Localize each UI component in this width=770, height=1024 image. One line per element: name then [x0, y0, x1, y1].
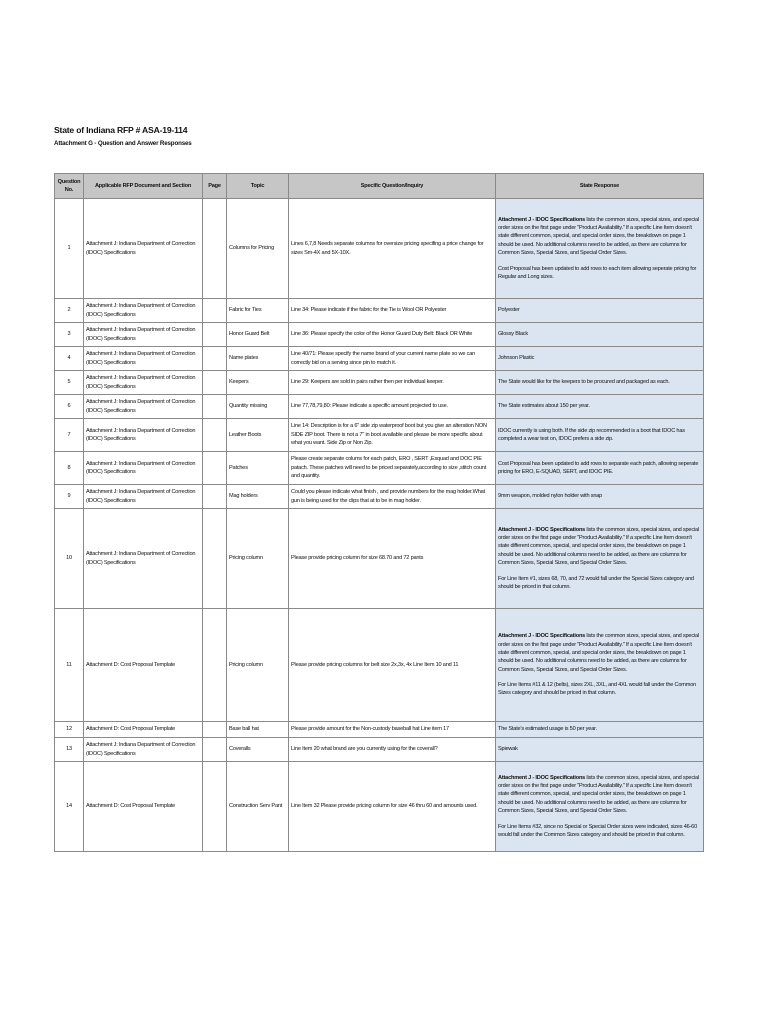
topic-cell: Pricing column: [227, 509, 289, 609]
topic-cell: Keepers: [227, 371, 289, 395]
response-text: Johnson Plastic: [498, 355, 535, 362]
page-cell: [203, 762, 227, 852]
question-number-cell: 5: [55, 371, 84, 395]
response-text: Polyester: [498, 307, 520, 314]
question-number-cell: 14: [55, 762, 84, 852]
table-row: [55, 199, 704, 299]
state-response-cell: [496, 722, 704, 738]
topic-cell: Columns for Pricing: [227, 199, 289, 299]
topic-cell: Name plates: [227, 347, 289, 371]
document-subtitle: Attachment G - Question and Answer Responses: [54, 140, 192, 147]
rfp-section-cell: Attachment D: Cost Proposal Template: [84, 722, 203, 738]
rfp-section-cell: Attachment J: Indiana Department of Correction (IDOC) Specifications: [84, 323, 203, 347]
topic-cell: Pricing column: [227, 609, 289, 722]
state-response-cell: [496, 419, 704, 452]
topic-cell: Honor Guard Belt: [227, 323, 289, 347]
state-response-cell: [496, 509, 704, 609]
header-question-no: Question No.: [55, 174, 84, 199]
state-response-cell: [496, 452, 704, 485]
response-text: The State's estimated usage is 50 per year.: [498, 726, 597, 733]
page-cell: [203, 509, 227, 609]
question-number-cell: 7: [55, 419, 84, 452]
topic-cell: Base ball hat: [227, 722, 289, 738]
question-number-cell: 13: [55, 738, 84, 762]
page-cell: [203, 395, 227, 419]
page-cell: [203, 199, 227, 299]
response-reference: Attachment J - IDOC Specifications: [498, 526, 586, 533]
topic-cell: Coveralls: [227, 738, 289, 762]
topic-cell: Construction Serv Pant: [227, 762, 289, 852]
rfp-section-cell: Attachment D: Cost Proposal Template: [84, 609, 203, 722]
rfp-section-cell: Attachment J: Indiana Department of Correction (IDOC) Specifications: [84, 452, 203, 485]
rfp-section-cell: Attachment J: Indiana Department of Correction (IDOC) Specifications: [84, 738, 203, 762]
topic-cell: Leather Boots: [227, 419, 289, 452]
rfp-section-cell: Attachment J: Indiana Department of Correction (IDOC) Specifications: [84, 371, 203, 395]
table-row: [55, 395, 704, 419]
table-row: [55, 738, 704, 762]
response-text: lists the common sizes, special sizes, and special order sizes on the first page under "Product Availability." If a specific Line Item doesn't state different common, special, and special order sizes, the breakdown on page 1 should be used. No additional columns need to be added, as there are columns for Common Sizes, Special Sizes, and Special Order Sizes.: [498, 774, 699, 815]
state-response-cell: [496, 371, 704, 395]
page-cell: [203, 485, 227, 509]
rfp-section-cell: Attachment J: Indiana Department of Correction (IDOC) Specifications: [84, 299, 203, 323]
response-note: For Line Items #11 & 12 (belts), sizes 2XL, 3XL, and 4XL would fall under the Common Sizes category and should be priced in that column.: [498, 682, 697, 697]
topic-cell: Patches: [227, 452, 289, 485]
response-reference: Attachment J - IDOC Specifications: [498, 216, 586, 223]
header-page: Page: [203, 174, 227, 199]
question-cell: Line Item 20 what brand are you currently using for the coverall?: [289, 738, 496, 762]
topic-cell: Fabric for Ties: [227, 299, 289, 323]
page-cell: [203, 609, 227, 722]
table-header-row: [55, 174, 704, 199]
topic-cell: Mag holders: [227, 485, 289, 509]
response-text: 9mm weapon, molded nylon holder with snap: [498, 493, 603, 500]
table-row: [55, 609, 704, 722]
question-cell: Line Item 32 Please provide pricing column for size 46 thru 60 and amounts used.: [289, 762, 496, 852]
response-text: lists the common sizes, special sizes, and special order sizes on the first page under "Product Availability." If a specific Line Item doesn't state different common, special, and special order sizes, the breakdown on page 1 should be used. No additional columns need to be added, as there are columns for Common Sizes, Special Sizes, and Special Order Sizes.: [498, 526, 699, 567]
question-cell: Line 77,78,79,80: Please indicate a specific amount projected to use.: [289, 395, 496, 419]
question-cell: Please provide pricing columns for belt size 2x,3x, 4x Line Item 10 and 11: [289, 609, 496, 722]
response-text: lists the common sizes, special sizes, and special order sizes on the first page under "Product Availability." If a specific Line Item doesn't state different common, special, and special order sizes, the breakdown on page 1 should be used. No additional columns need to be added, as there are columns for Common Sizes, Special Sizes, and Special Order Sizes.: [498, 216, 699, 257]
state-response-cell: [496, 395, 704, 419]
question-number-cell: 2: [55, 299, 84, 323]
question-cell: Please create separate colums for each patch, ERO , SERT ,Esquad and DOC PIE patach. These patches will need to be priced separately,according to size ,stitch count and quantity.: [289, 452, 496, 485]
table-row: [55, 371, 704, 395]
question-cell: Line 36: Please specify the color of the Honor Guard Duty Belt: Black OR White: [289, 323, 496, 347]
response-reference: Attachment J - IDOC Specifications: [498, 633, 586, 640]
question-cell: Please provide pricing column for size 68.70 and 72 pants: [289, 509, 496, 609]
rfp-section-cell: Attachment J: Indiana Department of Correction (IDOC) Specifications: [84, 419, 203, 452]
response-text: Spiewak: [498, 746, 518, 753]
state-response-cell: [496, 609, 704, 722]
header-topic: Topic: [227, 174, 289, 199]
question-cell: Lines 6,7,8 Needs separate columns for oversize pricing specifing a price change for sizes Sm-4X and 5X-10X.: [289, 199, 496, 299]
question-cell: Could you please indicate what finish , and provide numbers for the mag holder.What gun is being used for the clips that at to be in mag holder.: [289, 485, 496, 509]
question-number-cell: 3: [55, 323, 84, 347]
question-cell: Line 29: Keepers are sold in pairs rather then per individual keeper.: [289, 371, 496, 395]
page-cell: [203, 738, 227, 762]
question-number-cell: 9: [55, 485, 84, 509]
rfp-section-cell: Attachment D: Cost Proposal Template: [84, 762, 203, 852]
table-row: [55, 347, 704, 371]
table-row: [55, 722, 704, 738]
header-rfp-section: Applicable RFP Document and Section: [84, 174, 203, 199]
table-row: [55, 452, 704, 485]
rfp-section-cell: Attachment J: Indiana Department of Correction (IDOC) Specifications: [84, 395, 203, 419]
header-question: Specific Question/Inquiry: [289, 174, 496, 199]
response-text: The State estimates about 150 per year.: [498, 403, 590, 410]
table-row: [55, 509, 704, 609]
response-note: For Line Item #1, sizes 68, 70, and 72 would fall under the Special Sizes category and should be priced in that column.: [498, 575, 694, 590]
table-row: [55, 485, 704, 509]
rfp-section-cell: Attachment J: Indiana Department of Correction (IDOC) Specifications: [84, 509, 203, 609]
question-number-cell: 1: [55, 199, 84, 299]
state-response-cell: [496, 762, 704, 852]
question-number-cell: 6: [55, 395, 84, 419]
response-note: For Line Items #32, since no Special or Special Order sizes were indicated, sizes 46-60 would fall under the Common Sizes category and should be priced in that column.: [498, 823, 697, 838]
page-cell: [203, 371, 227, 395]
table-row: [55, 762, 704, 852]
response-text: Glossy Black: [498, 331, 528, 338]
page-cell: [203, 452, 227, 485]
question-number-cell: 10: [55, 509, 84, 609]
state-response-cell: [496, 199, 704, 299]
response-text: lists the common sizes, special sizes, and special order sizes on the first page under "Product Availability." If a specific Line Item doesn't state different common, special, and special order sizes, the breakdown on page 1 should be used. No additional columns need to be added, as there are columns for Common Sizes, Special Sizes, and Special Order Sizes.: [498, 633, 699, 673]
header-response: State Response: [496, 174, 704, 199]
page-cell: [203, 323, 227, 347]
qa-table: [54, 173, 704, 852]
table-row: [55, 419, 704, 452]
response-text: The State would like for the keepers to be procured and packaged as each.: [498, 379, 670, 386]
page-cell: [203, 299, 227, 323]
table-row: [55, 299, 704, 323]
rfp-section-cell: Attachment J: Indiana Department of Correction (IDOC) Specifications: [84, 347, 203, 371]
response-text: IDOC currently is using both. If the side zip recommended is a boot that IDOC has completed a wear test on, IDOC prefers a side zip.: [498, 427, 685, 442]
rfp-section-cell: Attachment J: Indiana Department of Correction (IDOC) Specifications: [84, 199, 203, 299]
question-number-cell: 4: [55, 347, 84, 371]
response-note: Cost Proposal has been updated to add rows to each item allowing seperate pricing for Regular and Long sizes.: [498, 265, 697, 280]
question-cell: Line 34: Please indicate if the fabric for the Tie is Wool OR Polyester: [289, 299, 496, 323]
question-number-cell: 8: [55, 452, 84, 485]
question-cell: Please provide amount for the Non-custody baseball hat Line item 17: [289, 722, 496, 738]
question-number-cell: 12: [55, 722, 84, 738]
state-response-cell: [496, 323, 704, 347]
question-cell: Line 40/71: Please specify the name brand of your current name plate so we can correctly bid on a serving since pin to match it.: [289, 347, 496, 371]
document-title: State of Indiana RFP # ASA-19-114: [54, 125, 188, 135]
topic-cell: Quantity missing: [227, 395, 289, 419]
state-response-cell: [496, 347, 704, 371]
state-response-cell: [496, 299, 704, 323]
state-response-cell: [496, 485, 704, 509]
question-number-cell: 11: [55, 609, 84, 722]
response-reference: Attachment J - IDOC Specifications: [498, 774, 586, 781]
page-cell: [203, 722, 227, 738]
page-cell: [203, 419, 227, 452]
page-cell: [203, 347, 227, 371]
table-row: [55, 323, 704, 347]
rfp-section-cell: Attachment J: Indiana Department of Correction (IDOC) Specifications: [84, 485, 203, 509]
question-cell: Line 14: Description is for a 6" side zip waterproof boot but you give an alteration NON SIDE ZIP boot. There is not a 7" in boot available and please be more specific about what you want. Side Zip or Non Zip.: [289, 419, 496, 452]
state-response-cell: [496, 738, 704, 762]
response-text: Cost Proposal has been updated to add rows to separate each patch, allowing seperate pricing for ERO, E-SQUAD, SERT, and IDOC PIE.: [498, 460, 699, 475]
